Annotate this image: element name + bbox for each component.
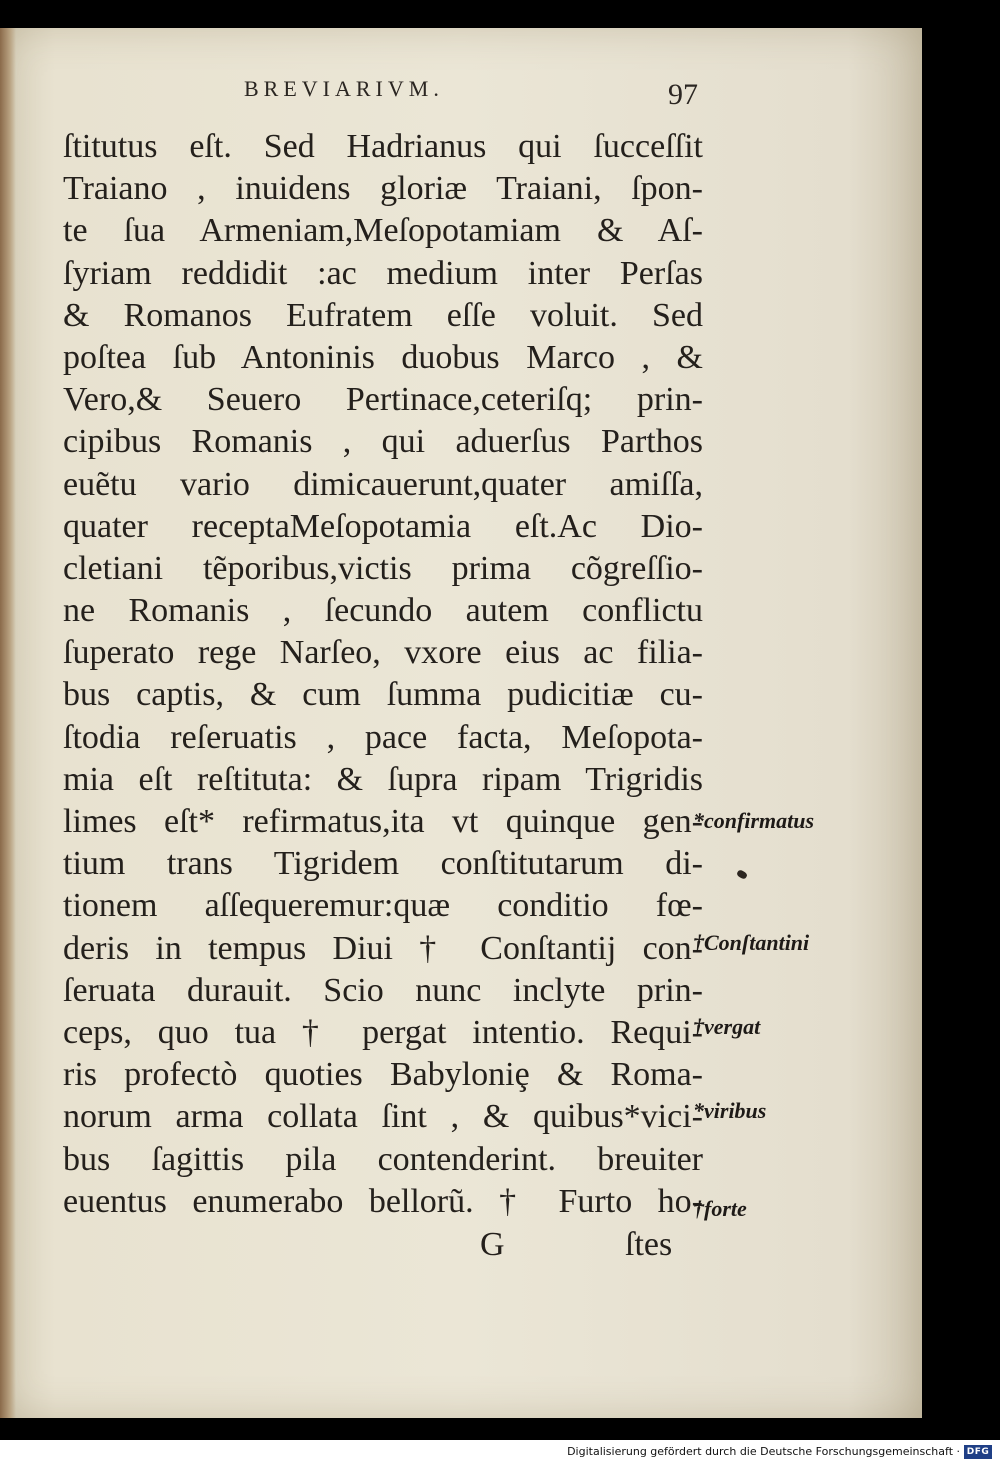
text-line: poſtea ſub Antoninis duobus Marco , & bbox=[63, 338, 703, 376]
text-line: tium trans Tigridem conſtitutarum di- bbox=[63, 845, 703, 883]
text-line: Vero,& Seuero Pertinace,ceteriſq; prin- bbox=[63, 381, 703, 419]
binding-edge bbox=[0, 28, 16, 1418]
text-line: ne Romanis , ſecundo autem conflictu bbox=[63, 592, 703, 630]
text-line: ſyriam reddidit :ac medium inter Perſas bbox=[63, 254, 703, 292]
margin-note: †forte bbox=[693, 1196, 747, 1221]
margin-note: †Conſtantini bbox=[693, 930, 810, 955]
footer-bar bbox=[0, 1440, 1000, 1467]
text-line: cipibus Romanis , qui aduerſus Parthos bbox=[63, 423, 703, 461]
margin-note: *viribus bbox=[693, 1098, 767, 1123]
text-line: bus ſagittis pila contenderint. breuiter bbox=[63, 1140, 703, 1178]
margin-note: *confirmatus bbox=[693, 808, 815, 833]
text-line: norum arma collata ſint , & quibus*vici- bbox=[63, 1098, 703, 1136]
text-line: quater receptaMeſopotamia eſt.Ac Dio- bbox=[63, 507, 703, 545]
text-line: mia eſt reſtituta: & ſupra ripam Trigridis bbox=[63, 760, 703, 798]
text-line: limes eſt* refirmatus,ita vt quinque gen- bbox=[63, 803, 703, 840]
text-line: Traiano , inuidens gloriæ Traiani, ſpon- bbox=[63, 170, 703, 208]
body-text bbox=[63, 126, 703, 1223]
text-line: tionem aſſequeremur:quæ conditio fœ- bbox=[63, 887, 703, 925]
text-line: ſtodia reſeruatis , pace facta, Meſopota- bbox=[63, 718, 703, 756]
footer-credit: Digitalisierung gefördert durch die Deutsche Forschungsgemeinschaft · bbox=[567, 1445, 960, 1458]
text-line: ſtitutus eſt. Sed Hadrianus qui ſucceſſit bbox=[63, 128, 703, 165]
text-line: ceps, quo tua † pergat intentio. Requi- bbox=[63, 1013, 703, 1051]
signature-mark: G bbox=[480, 1226, 505, 1263]
page-number: 97 bbox=[668, 78, 698, 111]
text-line: cletiani tẽporibus,victis prima cõgreſſio- bbox=[63, 549, 703, 587]
text-line: euentus enumerabo bellorũ. † Furto ho- bbox=[63, 1182, 703, 1220]
text-line: & Romanos Eufratem eſſe voluit. Sed bbox=[63, 296, 703, 334]
catchword: ſtes bbox=[625, 1226, 673, 1263]
text-line: ris profectò quoties Babyloniȩ & Roma- bbox=[63, 1056, 703, 1094]
text-line: deris in tempus Diui † Conſtantij con- bbox=[63, 929, 703, 967]
text-line: bus captis, & cum ſumma pudicitiæ cu- bbox=[63, 676, 703, 714]
text-line: ſuperato rege Narſeo, vxore eius ac filia- bbox=[63, 634, 703, 672]
running-title: BREVIARIVM. bbox=[244, 76, 444, 101]
text-line: ſeruata durauit. Scio nunc inclyte prin- bbox=[63, 971, 703, 1009]
text-line: te ſua Armeniam,Meſopotamiam & Aſ- bbox=[63, 212, 703, 250]
dfg-logo: DFG bbox=[964, 1445, 992, 1459]
margin-note: †vergat bbox=[693, 1014, 761, 1039]
text-line: euẽtu vario dimicauerunt,quater amiſſa, bbox=[63, 465, 703, 503]
